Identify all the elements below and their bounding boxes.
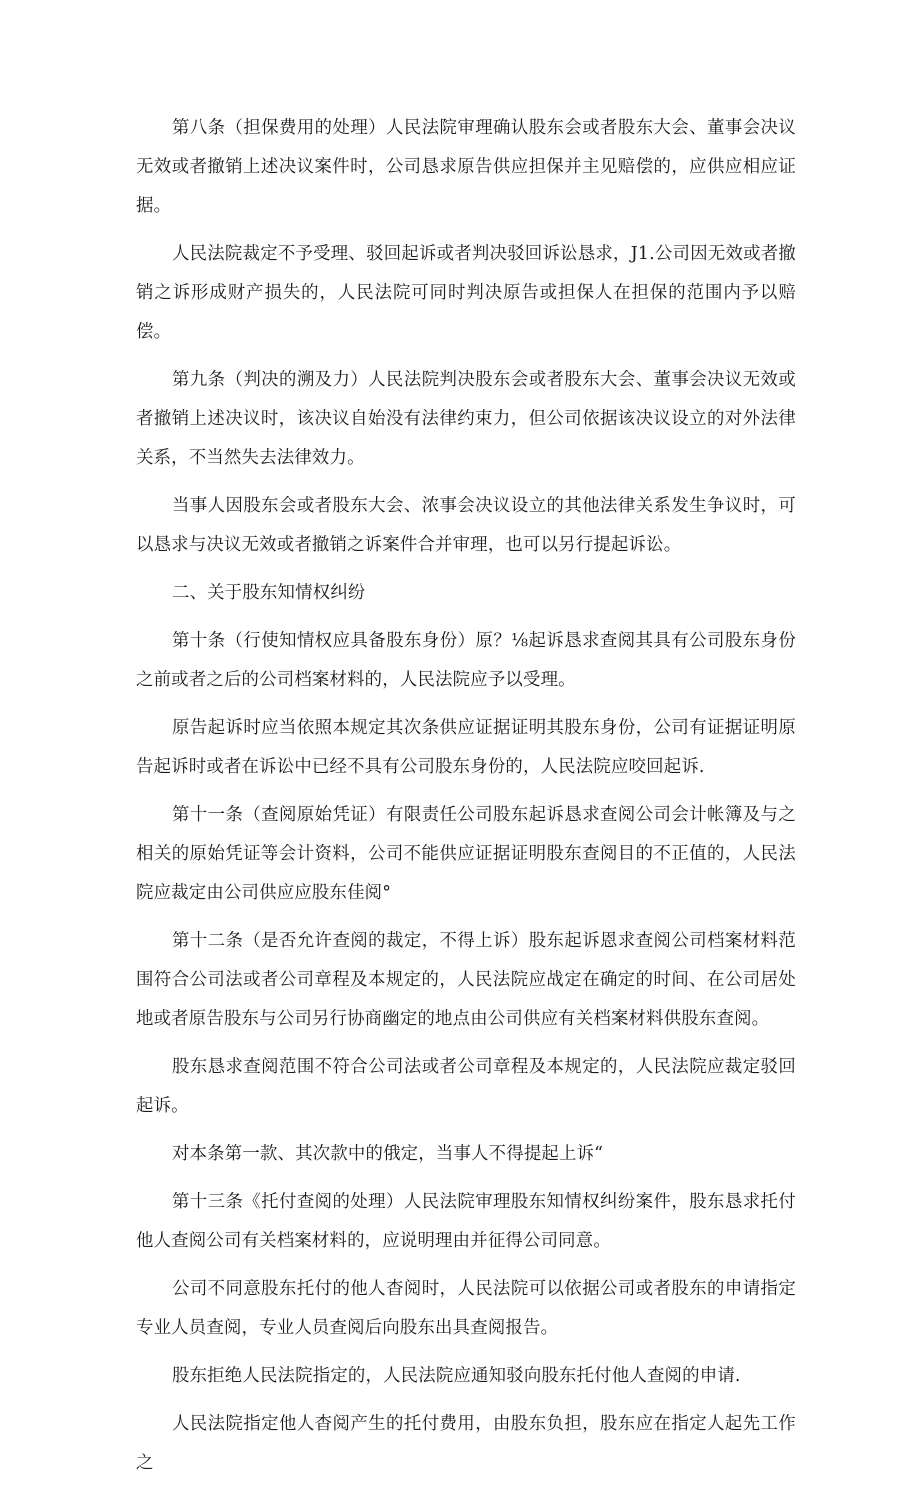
paragraph-article-13-clause-3: 股东拒绝人民法院指定的，人民法院应通知驳向股东托付他人查阅的申请.: [172, 1366, 741, 1386]
paragraph-article-8: 第八条（担保费用的处理）人民法院审理确认股东会或者股东大会、董事会决议无效或者撤销上述决议案件时，公司恳求原告供应担保并主见赔偿的，应供应相应证据。: [136, 118, 796, 216]
paragraph-article-11: 第十一条（查阅原始凭证）有限责任公司股东起诉恳求查阅公司会计帐簿及与之相关的原始凭证等会计资料，公司不能供应证据证明股东查阅目的不正值的，人民法院应裁定由公司供应应股东佳阅°: [136, 805, 796, 903]
paragraph-article-13-clause-4: 人民法院指定他人杳阅产生的托付费用，由股东负担，股东应在指定人起先工作之: [136, 1414, 796, 1473]
paragraph-article-13: 第十三条《托付查阅的处理）人民法院审理股东知情权纠纷案件，股东恳求托付他人查阅公司有关档案材料的，应说明理由并征得公司同意。: [136, 1192, 796, 1251]
paragraph-article-9: 第九条（判决的溯及力）人民法院判决股东会或者股东大会、董事会决议无效或者撤销上述决议时，该决议自始没有法律约束力，但公司依据该决议设立的对外法律关系，不当然失去法律效力。: [136, 370, 796, 468]
section-heading: 二、关于股东知情权纠纷: [172, 583, 366, 603]
paragraph-article-12-clause-3: 对本条第一款、其次款中的俄定，当事人不得提起上诉“: [172, 1144, 604, 1164]
paragraph-article-12-clause-2: 股东恳求查阅范围不符合公司法或者公司章程及本规定的，人民法院应裁定驳回起诉。: [136, 1057, 796, 1116]
paragraph-article-10-clause-2: 原告起诉时应当依照本规定其次条供应证据证明其股东身份，公司有证据证明原告起诉时或者在诉讼中已经不具有公司股东身份的，人民法院应咬回起诉.: [136, 718, 796, 777]
paragraph-article-12: 第十二条（是否允许查阅的裁定，不得上诉）股东起诉恩求查阅公司档案材料范围符合公司法或者公司章程及本规定的，人民法院应战定在确定的时间、在公司居处地或者原告股东与公司另行协商幽定的地点由公司供应有关档案材料供股东查阅。: [136, 931, 796, 1029]
paragraph-article-8-clause-2: 人民法院裁定不予受理、驳回起诉或者判决驳回诉讼恳求，J1.公司因无效或者撤销之诉形成财产损失的，人民法院可同时判决原告或担保人在担保的范围内予以赔偿。: [136, 244, 796, 342]
document-body: [136, 109, 796, 1492]
paragraph-article-10: 第十条（行使知情权应具备股东身份）原？⅛起诉恳求查阅其具有公司股东身份之前或者之后的公司档案材料的，人民法院应予以受理。: [136, 631, 796, 690]
paragraph-article-13-clause-2: 公司不同意股东托付的他人杳阅时，人民法院可以依据公司或者股东的申请指定专业人员查阅，专业人员查阅后向股东出具查阅报告。: [136, 1279, 796, 1338]
paragraph-article-9-clause-2: 当事人因股东会或者股东大会、浓事会决议设立的其他法律关系发生争议时，可以恳求与决议无效或者撤销之诉案件合并审理，也可以另行提起诉讼。: [136, 496, 796, 555]
